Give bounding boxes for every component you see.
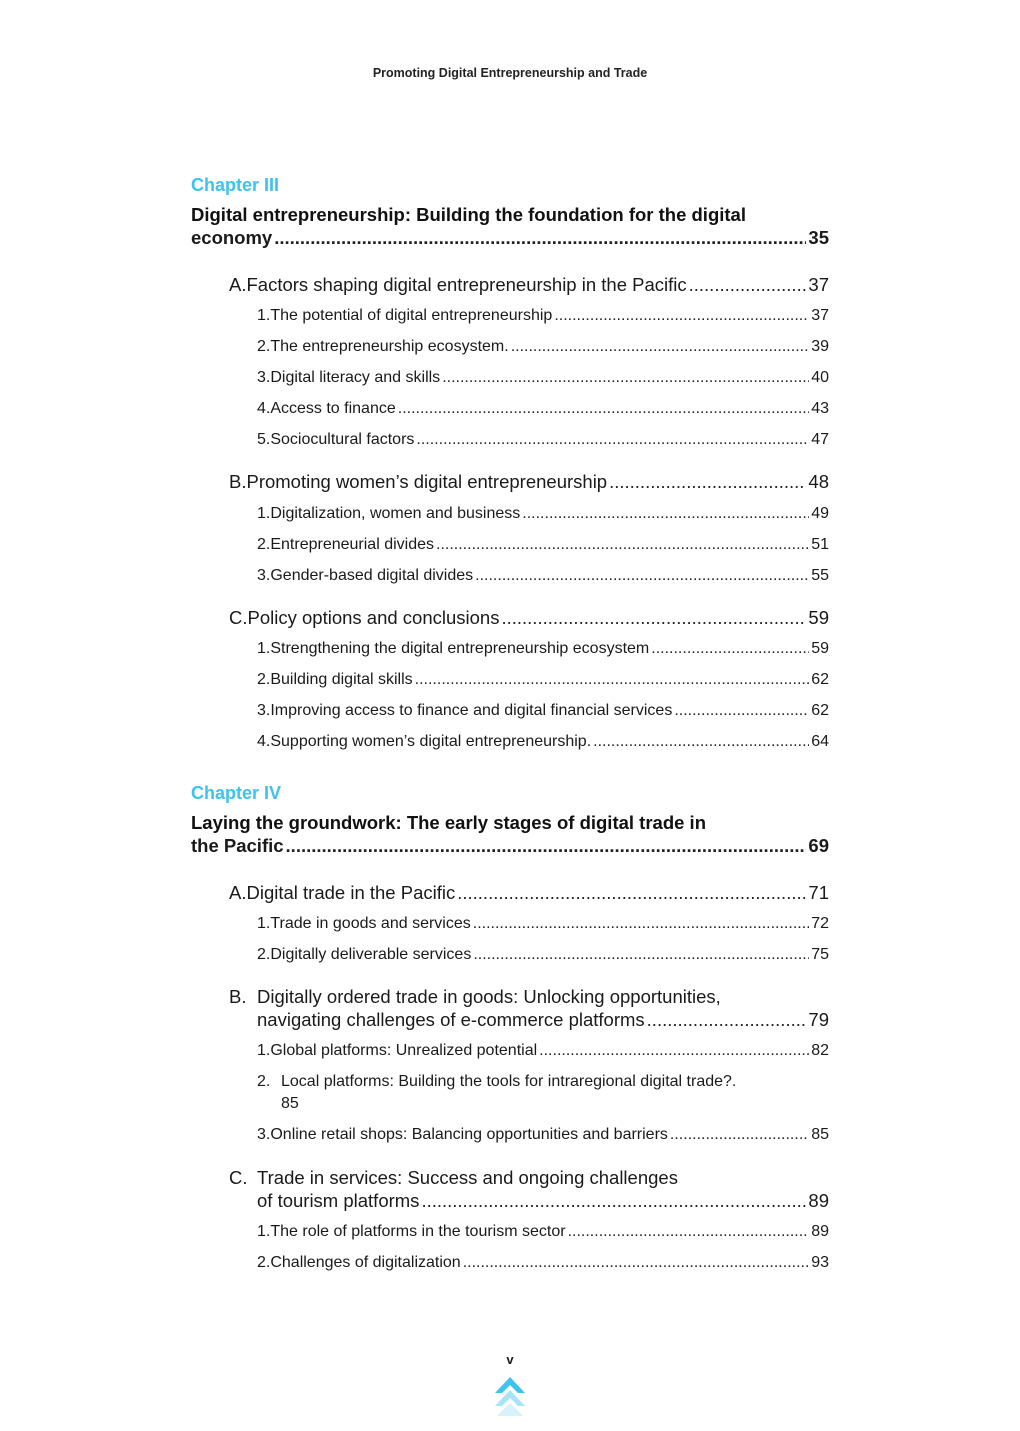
- toc-entry-title[interactable]: Local platforms: Building the tools for intraregional digital trade?.: [281, 1073, 737, 1090]
- toc-entry-section[interactable]: [257, 1190, 829, 1212]
- section-marker: A.: [229, 882, 247, 903]
- toc-entry-section[interactable]: [257, 1009, 829, 1031]
- toc-entry-title: Digitally deliverable services: [270, 946, 472, 963]
- item-marker: 2.: [257, 1073, 271, 1090]
- page-number: 49: [811, 505, 829, 522]
- section-marker: B.: [229, 986, 247, 1007]
- page-number: 59: [811, 640, 829, 657]
- dot-leader: [647, 1009, 807, 1031]
- dot-leader: [415, 671, 810, 689]
- chapter-title: Digital entrepreneurship: Building the foundation for the digital: [191, 204, 746, 225]
- toc-entry-section[interactable]: [229, 274, 829, 296]
- toc-entry-title: Challenges of digitalization: [270, 1254, 461, 1271]
- item-marker: 3.: [257, 702, 271, 719]
- page-number: 72: [811, 915, 829, 932]
- toc-entry-subsection[interactable]: [257, 567, 829, 585]
- page-number: 89: [811, 1223, 829, 1240]
- page-number: 85: [811, 1126, 829, 1143]
- dot-leader: [593, 733, 809, 751]
- toc-entry-title-line: Trade in services: Success and ongoing challenges: [257, 1167, 678, 1188]
- toc-entry-chapter[interactable]: [191, 227, 829, 249]
- section-marker: A.: [229, 274, 247, 295]
- dot-leader: [442, 369, 809, 387]
- page-number: 40: [811, 369, 829, 386]
- chapter-title: Laying the groundwork: The early stages of digital trade in: [191, 812, 706, 833]
- page-folio: v: [506, 1352, 514, 1367]
- toc-entry-title: Access to finance: [270, 400, 396, 417]
- dot-leader: [670, 1126, 809, 1144]
- toc-entry-title: Policy options and conclusions: [247, 607, 500, 628]
- toc-entry-title: Gender-based digital divides: [270, 567, 474, 584]
- toc-entry-subsection[interactable]: [257, 369, 829, 387]
- toc-entry-subsection[interactable]: [257, 400, 829, 418]
- dot-leader: [539, 1042, 809, 1060]
- page-number: 48: [808, 471, 829, 492]
- dot-leader: [674, 702, 809, 720]
- item-marker: 1.: [257, 915, 271, 932]
- item-marker: 2.: [257, 1254, 271, 1271]
- toc-entry-title: Supporting women’s digital entrepreneurship.: [270, 733, 592, 750]
- toc-entry-title: Improving access to finance and digital financial services: [270, 702, 673, 719]
- page-number: 39: [811, 338, 829, 355]
- page-number: 51: [811, 536, 829, 553]
- page-number: 62: [811, 702, 829, 719]
- dot-leader: [463, 1254, 810, 1272]
- toc-entry-title: the Pacific: [191, 835, 284, 856]
- dot-leader: [473, 946, 809, 964]
- dot-leader: [286, 835, 807, 857]
- toc-entry-title: Strengthening the digital entrepreneurship ecosystem: [270, 640, 650, 657]
- dot-leader: [568, 1223, 810, 1241]
- section-marker: B.: [229, 471, 247, 492]
- page-number: 85: [281, 1095, 299, 1112]
- toc-entry-title: Digital literacy and skills: [270, 369, 441, 386]
- toc-entry-title: of tourism platforms: [257, 1190, 420, 1211]
- item-marker: 2.: [257, 338, 271, 355]
- page-number: 82: [811, 1042, 829, 1059]
- toc-entry-title-line: Digitally ordered trade in goods: Unlocking opportunities,: [257, 986, 721, 1007]
- dot-leader: [651, 640, 809, 658]
- dot-leader: [689, 274, 807, 296]
- dot-leader: [609, 471, 806, 493]
- page-number: 89: [808, 1190, 829, 1211]
- toc-entry-title: Promoting women’s digital entrepreneurship: [246, 471, 608, 492]
- toc-entry-subsection[interactable]: [257, 338, 829, 356]
- dot-leader: [511, 338, 810, 356]
- dot-leader: [398, 400, 809, 418]
- toc-entry-subsection[interactable]: [257, 640, 829, 658]
- dot-leader: [522, 505, 809, 523]
- section-marker: C.: [229, 1167, 248, 1188]
- item-marker: 4.: [257, 733, 271, 750]
- toc-entry-subsection[interactable]: [257, 431, 829, 449]
- item-marker: 1.: [257, 1042, 271, 1059]
- toc-entry-title: Trade in goods and services: [270, 915, 471, 932]
- toc-entry-subsection[interactable]: [257, 702, 829, 720]
- chapter-label: Chapter III: [191, 175, 280, 195]
- toc-entry-subsection[interactable]: [257, 1223, 829, 1241]
- item-marker: 1.: [257, 307, 271, 324]
- item-marker: 3.: [257, 369, 271, 386]
- page-number: 93: [811, 1254, 829, 1271]
- toc-entry-title: economy: [191, 227, 273, 248]
- toc-entry-title: The entrepreneurship ecosystem.: [270, 338, 509, 355]
- toc-entry-subsection[interactable]: [257, 505, 829, 523]
- toc-entry-title: Digitalization, women and business: [270, 505, 521, 522]
- dot-leader: [457, 882, 806, 904]
- item-marker: 1.: [257, 640, 271, 657]
- item-marker: 3.: [257, 1126, 271, 1143]
- toc-entry-subsection[interactable]: [257, 671, 829, 689]
- item-marker: 3.: [257, 567, 271, 584]
- toc-entry-subsection[interactable]: [257, 915, 829, 933]
- page-number: 79: [808, 1009, 829, 1030]
- dot-leader: [554, 307, 809, 325]
- toc-entry-subsection[interactable]: [257, 1042, 829, 1060]
- dot-leader: [501, 607, 806, 629]
- page-number: 43: [811, 400, 829, 417]
- dot-leader: [436, 536, 809, 554]
- toc-entry-title: navigating challenges of e-commerce platforms: [257, 1009, 645, 1030]
- toc-entry-section[interactable]: [229, 882, 829, 904]
- page-number: 64: [811, 733, 829, 750]
- toc-entry-title: Digital trade in the Pacific: [246, 882, 456, 903]
- chevron-up-logo-icon: [494, 1376, 526, 1416]
- toc-entry-title: The role of platforms in the tourism sector: [270, 1223, 566, 1240]
- page-number: 62: [811, 671, 829, 688]
- toc-entry-section[interactable]: [229, 471, 829, 493]
- dot-leader: [421, 1190, 806, 1212]
- running-head: Promoting Digital Entrepreneurship and Trade: [372, 66, 648, 80]
- toc-entry-title: Building digital skills: [270, 671, 413, 688]
- toc-entry-subsection[interactable]: [257, 1126, 829, 1144]
- item-marker: 1.: [257, 1223, 271, 1240]
- page-number: 37: [811, 307, 829, 324]
- page-number: 55: [811, 567, 829, 584]
- toc-entry-subsection[interactable]: [257, 1254, 829, 1272]
- page-number: 69: [808, 835, 829, 856]
- toc-entry-section[interactable]: [229, 607, 829, 629]
- page-number: 47: [811, 431, 829, 448]
- toc-entry-chapter[interactable]: [191, 835, 829, 857]
- toc-entry-subsection[interactable]: [257, 946, 829, 964]
- page-number: 35: [808, 227, 829, 248]
- item-marker: 5.: [257, 431, 271, 448]
- toc-entry-title: Online retail shops: Balancing opportunities and barriers: [270, 1126, 668, 1143]
- toc-entry-title: Global platforms: Unrealized potential: [270, 1042, 538, 1059]
- item-marker: 2.: [257, 671, 271, 688]
- dot-leader: [473, 915, 809, 933]
- dot-leader: [416, 431, 809, 449]
- section-marker: C.: [229, 607, 248, 628]
- page-number: 59: [808, 607, 829, 628]
- toc-entry-title: The potential of digital entrepreneurship: [270, 307, 553, 324]
- toc-entry-title: Entrepreneurial divides: [270, 536, 434, 553]
- item-marker: 1.: [257, 505, 271, 522]
- toc-entry-subsection[interactable]: [257, 733, 829, 751]
- toc-entry-title: Factors shaping digital entrepreneurship in the Pacific: [246, 274, 687, 295]
- toc-entry-subsection[interactable]: [257, 307, 829, 325]
- item-marker: 4.: [257, 400, 271, 417]
- item-marker: 2.: [257, 946, 271, 963]
- item-marker: 2.: [257, 536, 271, 553]
- dot-leader: [475, 567, 809, 585]
- page-number: 71: [808, 882, 829, 903]
- dot-leader: [274, 227, 806, 249]
- page-number: 37: [808, 274, 829, 295]
- chapter-label: Chapter IV: [191, 783, 282, 803]
- page-number: 75: [811, 946, 829, 963]
- toc-entry-title: Sociocultural factors: [270, 431, 415, 448]
- toc-entry-subsection[interactable]: [257, 536, 829, 554]
